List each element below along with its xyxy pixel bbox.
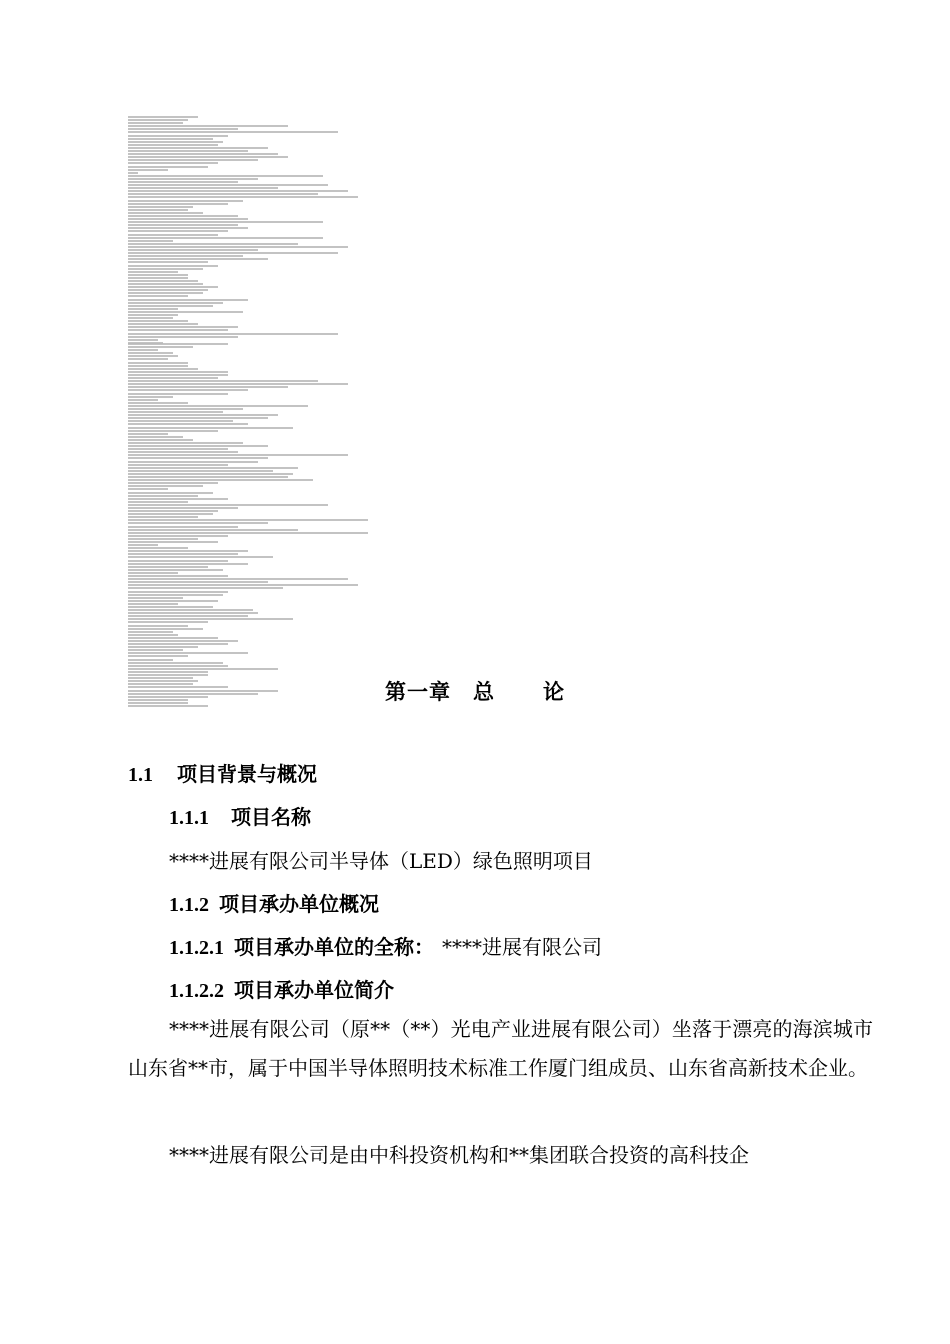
toc-faint-line xyxy=(128,374,228,376)
heading-1-1 xyxy=(128,758,317,787)
toc-faint-line xyxy=(128,625,188,627)
toc-faint-line xyxy=(128,621,208,623)
toc-faint-line xyxy=(128,252,338,254)
toc-faint-line xyxy=(128,317,173,319)
toc-faint-line xyxy=(128,292,203,294)
toc-faint-line xyxy=(128,283,203,285)
toc-faint-line xyxy=(128,206,193,208)
toc-faint-line xyxy=(128,240,173,242)
toc-faint-line xyxy=(128,355,178,357)
toc-faint-line xyxy=(128,659,173,661)
toc-faint-line xyxy=(128,544,158,546)
toc-faint-line xyxy=(128,258,268,260)
toc-faint-line xyxy=(128,423,248,425)
toc-faint-line xyxy=(128,305,213,307)
toc-faint-line xyxy=(128,634,178,636)
toc-faint-line xyxy=(128,439,193,441)
toc-faint-line xyxy=(128,162,218,164)
toc-faint-line xyxy=(128,178,258,180)
toc-faint-line xyxy=(128,578,348,580)
toc-faint-line xyxy=(128,495,198,497)
toc-faint-line xyxy=(128,504,328,506)
toc-faint-line xyxy=(128,116,198,118)
toc-faint-line xyxy=(128,243,298,245)
toc-faint-line xyxy=(128,652,248,654)
toc-faint-line xyxy=(128,461,258,463)
toc-faint-line xyxy=(128,138,213,140)
toc-faint-line xyxy=(128,190,348,192)
toc-faint-line xyxy=(128,333,338,335)
toc-faint-line xyxy=(128,147,268,149)
toc-faint-line xyxy=(128,538,198,540)
toc-faint-line xyxy=(128,430,218,432)
heading-number: 1.1.2.2 xyxy=(169,980,224,1002)
heading-number: 1.1.2.1 xyxy=(169,937,224,959)
chapter-title-part1: 第一章 xyxy=(385,680,451,704)
toc-faint-line xyxy=(128,476,288,478)
toc-faint-line xyxy=(128,308,178,310)
toc-faint-line xyxy=(128,581,268,583)
toc-faint-line xyxy=(128,591,228,593)
toc-faint-line xyxy=(128,234,218,236)
toc-faint-line xyxy=(128,175,323,177)
toc-faint-line xyxy=(128,156,288,158)
toc-faint-line xyxy=(128,402,188,404)
toc-faint-line xyxy=(128,566,208,568)
toc-faint-line xyxy=(128,323,198,325)
toc-faint-line xyxy=(128,377,218,379)
toc-faint-line xyxy=(128,668,278,670)
toc-faint-line xyxy=(128,393,228,395)
toc-faint-line xyxy=(128,560,228,562)
company-full-name: ****进展有限公司 xyxy=(442,935,602,959)
toc-faint-line xyxy=(128,479,313,481)
toc-faint-line xyxy=(128,606,213,608)
toc-faint-line xyxy=(128,556,273,558)
toc-faint-line xyxy=(128,125,288,127)
heading-1-1-2-1 xyxy=(169,931,602,960)
heading-number: 1.1.1 xyxy=(169,807,209,829)
toc-faint-line xyxy=(128,209,188,211)
toc-faint-line xyxy=(128,362,188,364)
toc-faint-line xyxy=(128,594,223,596)
toc-faint-line xyxy=(128,224,238,226)
heading-title: 项目承办单位概况 xyxy=(219,892,379,916)
toc-faint-line xyxy=(128,408,243,410)
toc-faint-line xyxy=(128,597,183,599)
toc-faint-line xyxy=(128,166,208,168)
toc-faint-line xyxy=(128,358,168,360)
toc-faint-line xyxy=(128,451,238,453)
toc-faint-line xyxy=(128,227,248,229)
toc-faint-line xyxy=(128,329,228,331)
toc-faint-line xyxy=(128,286,218,288)
toc-faint-line xyxy=(128,553,238,555)
toc-faint-line xyxy=(128,249,258,251)
toc-faint-line xyxy=(128,498,228,500)
toc-faint-line xyxy=(128,299,248,301)
toc-faint-line xyxy=(128,255,243,257)
toc-faint-line xyxy=(128,550,248,552)
toc-faint-line xyxy=(128,346,193,348)
toc-faint-line xyxy=(128,522,268,524)
toc-faint-line xyxy=(128,631,173,633)
toc-faint-line xyxy=(128,271,178,273)
toc-faint-line xyxy=(128,618,293,620)
toc-faint-line xyxy=(128,535,228,537)
toc-faint-line xyxy=(128,371,228,373)
toc-faint-line xyxy=(128,671,208,673)
toc-faint-line xyxy=(128,501,188,503)
toc-faint-line xyxy=(128,349,158,351)
toc-faint-line xyxy=(128,510,218,512)
toc-faint-line xyxy=(128,640,238,642)
toc-faint-line xyxy=(128,488,168,490)
toc-block-1 xyxy=(128,116,358,345)
toc-faint-line xyxy=(128,662,223,664)
toc-faint-line xyxy=(128,414,278,416)
toc-faint-line xyxy=(128,637,218,639)
toc-faint-line xyxy=(128,289,208,291)
toc-faint-line xyxy=(128,150,248,152)
toc-faint-line xyxy=(128,181,238,183)
toc-faint-line xyxy=(128,280,198,282)
toc-faint-line xyxy=(128,212,203,214)
toc-faint-line xyxy=(128,526,238,528)
toc-faint-line xyxy=(128,547,188,549)
toc-faint-line xyxy=(128,473,293,475)
toc-faint-line xyxy=(128,135,228,137)
heading-1-1-1 xyxy=(169,801,311,830)
project-name: ****进展有限公司半导体（LED）绿色照明项目 xyxy=(169,849,593,873)
toc-faint-line xyxy=(128,320,188,322)
toc-faint-line xyxy=(128,311,243,313)
toc-faint-line xyxy=(128,448,228,450)
toc-faint-line xyxy=(128,295,188,297)
toc-faint-line xyxy=(128,389,248,391)
heading-number: 1.1.2 xyxy=(169,894,209,916)
toc-faint-line xyxy=(128,649,183,651)
toc-faint-line xyxy=(128,643,228,645)
toc-faint-line xyxy=(128,532,368,534)
toc-faint-line xyxy=(128,612,258,614)
toc-faint-line xyxy=(128,646,198,648)
toc-faint-line xyxy=(128,584,358,586)
toc-faint-line xyxy=(128,529,298,531)
toc-faint-line xyxy=(128,427,293,429)
toc-faint-line xyxy=(128,131,338,133)
toc-faint-line xyxy=(128,144,218,146)
toc-faint-line xyxy=(128,203,228,205)
toc-faint-line xyxy=(128,454,348,456)
toc-faint-line xyxy=(128,221,323,223)
toc-faint-line xyxy=(128,119,188,121)
toc-faint-line xyxy=(128,218,248,220)
toc-faint-line xyxy=(128,169,168,171)
toc-faint-line xyxy=(128,261,208,263)
toc-faint-line xyxy=(128,277,188,279)
heading-title: 项目承办单位的全称： xyxy=(234,935,434,959)
toc-faint-line xyxy=(128,442,243,444)
heading-title: 项目名称 xyxy=(231,805,311,829)
heading-title: 项目承办单位简介 xyxy=(234,978,394,1002)
heading-1-1-2 xyxy=(169,888,379,917)
chapter-title-part3: 论 xyxy=(543,680,565,704)
toc-faint-line xyxy=(128,368,198,370)
toc-faint-line xyxy=(128,265,218,267)
toc-faint-line xyxy=(128,237,323,239)
toc-faint-line xyxy=(128,507,238,509)
toc-faint-line xyxy=(128,365,188,367)
toc-faint-line xyxy=(128,343,228,345)
toc-faint-line xyxy=(128,215,238,217)
toc-faint-line xyxy=(128,386,288,388)
toc-faint-line xyxy=(128,314,178,316)
toc-faint-line xyxy=(128,122,183,124)
heading-1-1-2-2 xyxy=(169,974,394,1003)
toc-faint-line xyxy=(128,628,203,630)
toc-faint-line xyxy=(128,541,218,543)
toc-faint-line xyxy=(128,336,238,338)
toc-faint-line xyxy=(128,572,178,574)
toc-faint-line xyxy=(128,665,228,667)
toc-faint-line xyxy=(128,603,178,605)
toc-faint-line xyxy=(128,405,308,407)
toc-faint-line xyxy=(128,467,298,469)
toc-faint-line xyxy=(128,246,348,248)
toc-faint-line xyxy=(128,569,223,571)
toc-faint-line xyxy=(128,563,248,565)
toc-faint-line xyxy=(128,352,173,354)
toc-faint-line xyxy=(128,193,318,195)
toc-faint-line xyxy=(128,399,158,401)
toc-faint-line xyxy=(128,600,218,602)
chapter-title-part2: 总 xyxy=(473,680,495,704)
toc-faint-line xyxy=(128,141,223,143)
toc-faint-line xyxy=(128,230,228,232)
heading-title: 项目背景与概况 xyxy=(177,762,317,786)
toc-faint-line xyxy=(128,383,348,385)
toc-faint-line xyxy=(128,482,218,484)
toc-faint-line xyxy=(128,339,158,341)
toc-faint-line xyxy=(128,492,213,494)
toc-faint-line xyxy=(128,274,188,276)
heading-number: 1.1 xyxy=(128,764,153,786)
toc-faint-line xyxy=(128,128,238,130)
toc-faint-line xyxy=(128,519,368,521)
toc-faint-line xyxy=(128,457,268,459)
intro-paragraph-2: ****进展有限公司是由中科投资机构和**集团联合投资的高科技企 xyxy=(169,1143,749,1167)
toc-faint-line xyxy=(128,470,273,472)
toc-faint-line xyxy=(128,200,243,202)
toc-faint-line xyxy=(128,159,258,161)
toc-block-2 xyxy=(128,343,368,708)
toc-faint-line xyxy=(128,513,213,515)
toc-faint-line xyxy=(128,420,233,422)
toc-faint-line xyxy=(128,516,198,518)
toc-faint-line xyxy=(128,268,203,270)
toc-faint-line xyxy=(128,196,358,198)
toc-faint-line xyxy=(128,153,278,155)
toc-faint-line xyxy=(128,326,238,328)
toc-faint-line xyxy=(128,609,253,611)
chapter-title xyxy=(0,676,950,706)
toc-faint-line xyxy=(128,396,173,398)
toc-faint-line xyxy=(128,587,283,589)
toc-faint-line xyxy=(128,575,228,577)
toc-faint-line xyxy=(128,485,203,487)
toc-faint-line xyxy=(128,184,328,186)
toc-faint-line xyxy=(128,655,188,657)
toc-faint-line xyxy=(128,411,223,413)
toc-faint-line xyxy=(128,302,223,304)
toc-faint-line xyxy=(128,436,183,438)
toc-faint-line xyxy=(128,172,138,174)
toc-faint-line xyxy=(128,417,268,419)
toc-faint-line xyxy=(128,464,228,466)
toc-faint-line xyxy=(128,187,278,189)
toc-faint-line xyxy=(128,433,168,435)
toc-faint-line xyxy=(128,380,318,382)
toc-faint-line xyxy=(128,445,268,447)
intro-paragraph-1: ****进展有限公司（原**（**）光电产业进展有限公司）坐落于漂亮的海滨城市山东省**市，属于中国半导体照明技术标准工作厦门组成员、山东省高新技术企业。 xyxy=(128,1017,873,1080)
toc-faint-line xyxy=(128,615,248,617)
